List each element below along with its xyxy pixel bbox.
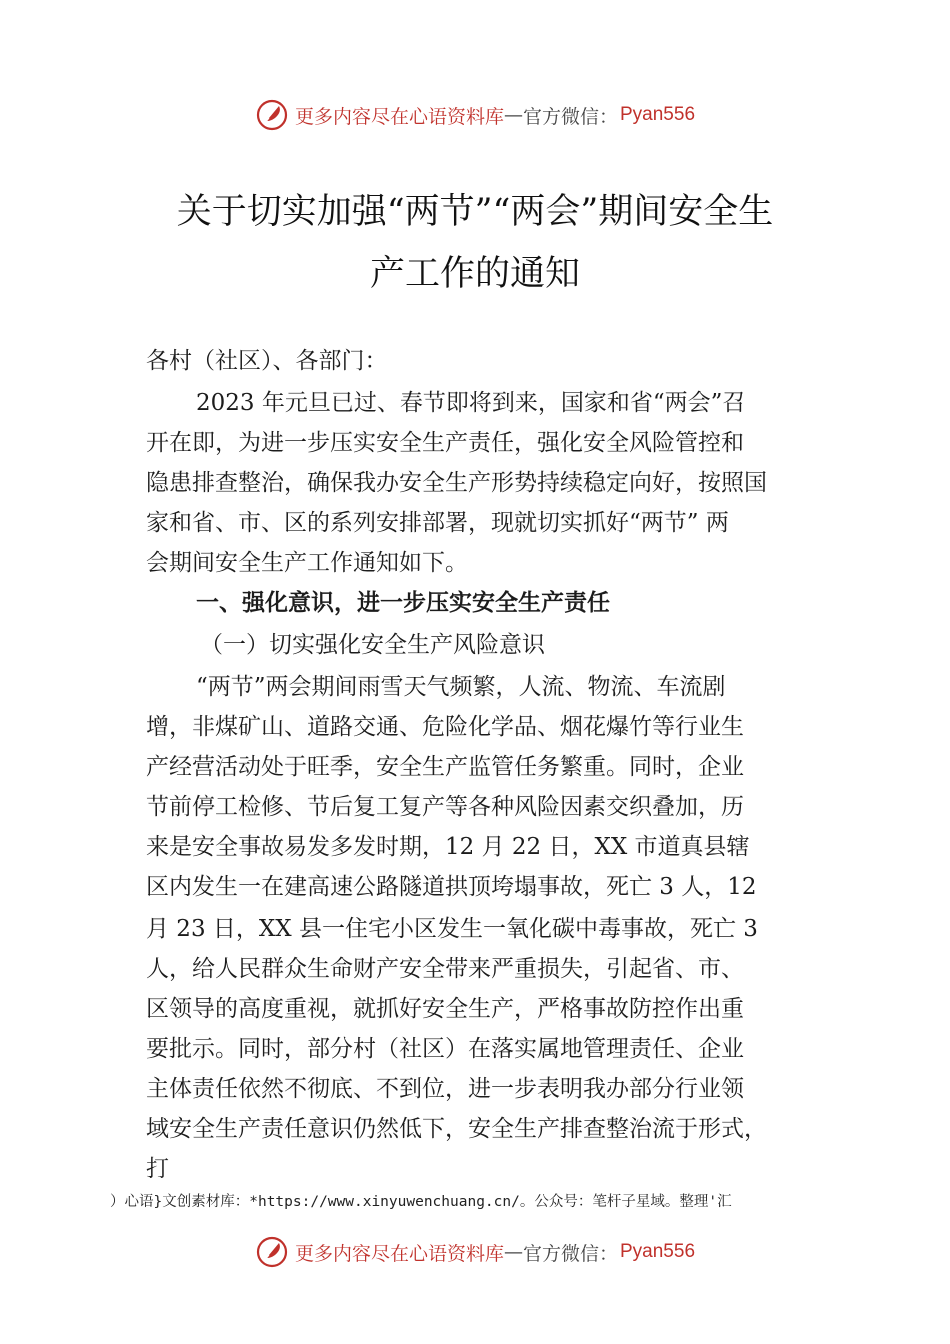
document-title-line-2: 产工作的通知 — [369, 254, 580, 294]
banner-text: 更多内容尽在心语资料库 — [294, 105, 504, 128]
document-title-line-1: 关于切实加强“两节”“两会”期间安全生 — [176, 192, 774, 232]
banner-text: 更多内容尽在心语资料库 — [294, 1242, 504, 1265]
banner-account: Pyan556 — [620, 1241, 696, 1262]
body-line: 来是安全事故易发多发时期，12 月 22 日，XX 市道真县辖 — [146, 834, 750, 860]
body-line: 产经营活动处于旺季，安全生产监管任务繁重。同时，企业 — [146, 754, 744, 780]
section-heading-1: 一、强化意识，进一步压实安全生产责任 — [196, 590, 610, 616]
header-banner — [0, 95, 950, 135]
body-line: 月 23 日，XX 县一住宅小区发生一氧化碳中毒事故，死亡 3 — [146, 916, 758, 942]
body-line: 人，给人民群众生命财产安全带来严重损失，引起省、市、 — [146, 956, 744, 982]
banner-account: Pyan556 — [620, 104, 696, 125]
body-line: 要批示。同时，部分村（社区）在落实属地管理责任、企业 — [146, 1036, 744, 1062]
footer-banner — [0, 1232, 950, 1272]
intro-line: 隐患排查整治，确保我办安全生产形势持续稳定向好，按照国 — [146, 470, 767, 496]
body-line: 增，非煤矿山、道路交通、危险化学品、烟花爆竹等行业生 — [146, 714, 744, 740]
banner-wechat-label: 官方微信： — [522, 105, 618, 128]
feather-pen-logo-icon — [255, 1235, 289, 1269]
body-line: “两节”两会期间雨雪天气频繁，人流、物流、车流剧 — [196, 674, 726, 700]
banner-dash: — — [503, 1241, 523, 1263]
intro-line: 家和省、市、区的系列安排部署，现就切实抓好“两节” 两 — [146, 510, 729, 536]
banner-dash: — — [503, 104, 523, 126]
body-line: 区领导的高度重视，就抓好安全生产，严格事故防控作出重 — [146, 996, 744, 1022]
intro-line: 会期间安全生产工作通知如下。 — [146, 550, 468, 576]
subsection-heading-1: （一）切实强化安全生产风险意识 — [200, 632, 545, 658]
body-line: 主体责任依然不彻底、不到位，进一步表明我办部分行业领 — [146, 1076, 744, 1102]
body-line: 节前停工检修、节后复工复产等各种风险因素交织叠加，历 — [146, 794, 744, 820]
intro-line: 开在即，为进一步压实安全生产责任，强化安全风险管控和 — [146, 430, 744, 456]
body-line: 域安全生产责任意识仍然低下，安全生产排查整治流于形式， — [146, 1116, 767, 1142]
banner-wechat-label: 官方微信： — [522, 1242, 618, 1265]
body-line: 区内发生一在建高速公路隧道拱顶垮塌事故，死亡 3 人，12 — [146, 874, 757, 900]
feather-pen-logo-icon — [255, 98, 289, 132]
body-line: 打 — [146, 1156, 169, 1182]
source-footer-note: ）心语}文创素材库：*https://www.xinyuwenchuang.cn/。公众号：笔杆子星域。整理'汇 — [110, 1194, 732, 1210]
intro-line: 2023 年元旦已过、春节即将到来，国家和省“两会”召 — [196, 390, 746, 416]
salutation: 各村（社区）、各部门： — [146, 348, 388, 374]
